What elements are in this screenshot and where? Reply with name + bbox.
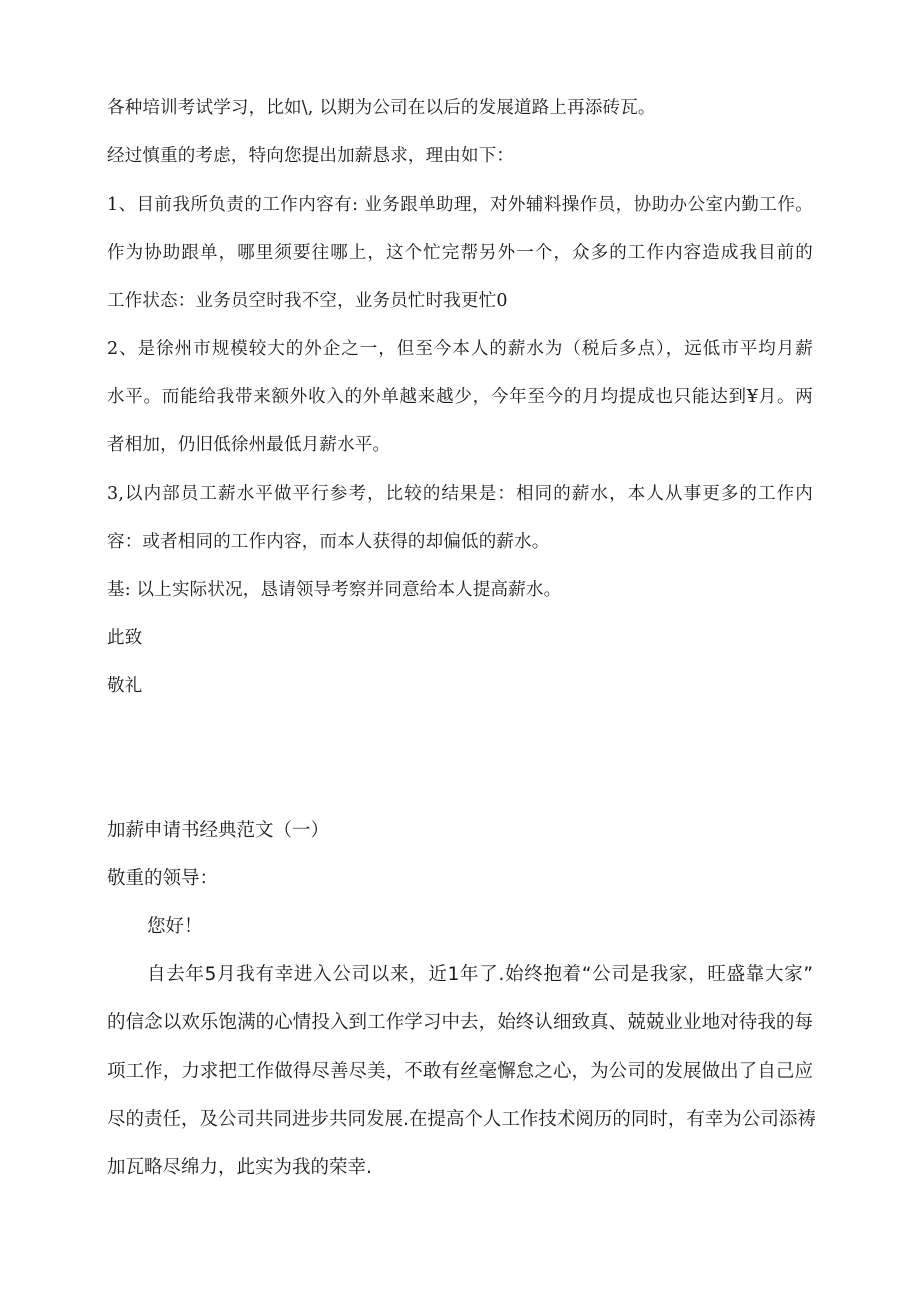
paragraph-line: 1、目前我所负责的工作内容有: 业务跟单助理，对外辅料操作员，协助办公室内勤工作。 (107, 195, 813, 215)
closing-line: 敬礼 (107, 676, 143, 696)
paragraph-line: 3,以内部员工薪水平做平行参考，比较的结果是：相同的薪水，本人从事更多的工作内 (107, 484, 813, 504)
paragraph-line: 加瓦略尽绵力，此实为我的荣幸. (107, 1157, 372, 1178)
paragraph-line: 容：或者相同的工作内容，而本人获得的却偏低的薪水。 (107, 532, 550, 552)
paragraph-line: 项工作，力求把工作做得尽善尽美，不敢有丝毫懈怠之心，为公司的发展做出了自己应 (107, 1061, 813, 1082)
paragraph-line: 基: 以上实际状况，恳请领导考察并同意给本人提高薪水。 (107, 580, 562, 600)
paragraph-line: 的信念以欢乐饱满的心情投入到工作学习中去，始终认细致真、兢兢业业地对待我的每 (107, 1012, 813, 1033)
paragraph-line: 自去年5月我有幸进入公司以来，近1年了.始终抱着“公司是我家，旺盛靠大家” (147, 964, 813, 985)
section-title: 加薪申请书经典范文（一） (107, 820, 330, 841)
paragraph-line: 2、是徐州市规模较大的外企之一，但至今本人的薪水为（税后多点），远低市平均月薪 (107, 339, 813, 359)
salutation: 敬重的领导： (107, 868, 219, 889)
paragraph-line: 水平。而能给我带来额外收入的外单越来越少，今年至今的月均提成也只能达到¥月。两 (107, 387, 813, 407)
paragraph-line: 经过慎重的考虑，特向您提出加薪恳求，理由如下： (107, 146, 515, 166)
paragraph-line: 尽的责任，及公司共同进步共同发展.在提高个人工作技术阅历的同时，有幸为公司添祷 (107, 1109, 816, 1130)
paragraph-line: 各种培训考试学习，比如\, 以期为公司在以后的发展道路上再添砖瓦。 (107, 98, 656, 118)
paragraph-line: 作为协助跟单，哪里须要往哪上，这个忙完帮另外一个，众多的工作内容造成我目前的 (107, 243, 813, 263)
paragraph-line: 工作状态：业务员空时我不空，业务员忙时我更忙0 (107, 291, 508, 311)
paragraph-line: 者相加，仍旧低徐州最低月薪水平。 (107, 435, 391, 455)
closing-line: 此致 (107, 628, 143, 648)
greeting: 您好！ (147, 916, 203, 937)
